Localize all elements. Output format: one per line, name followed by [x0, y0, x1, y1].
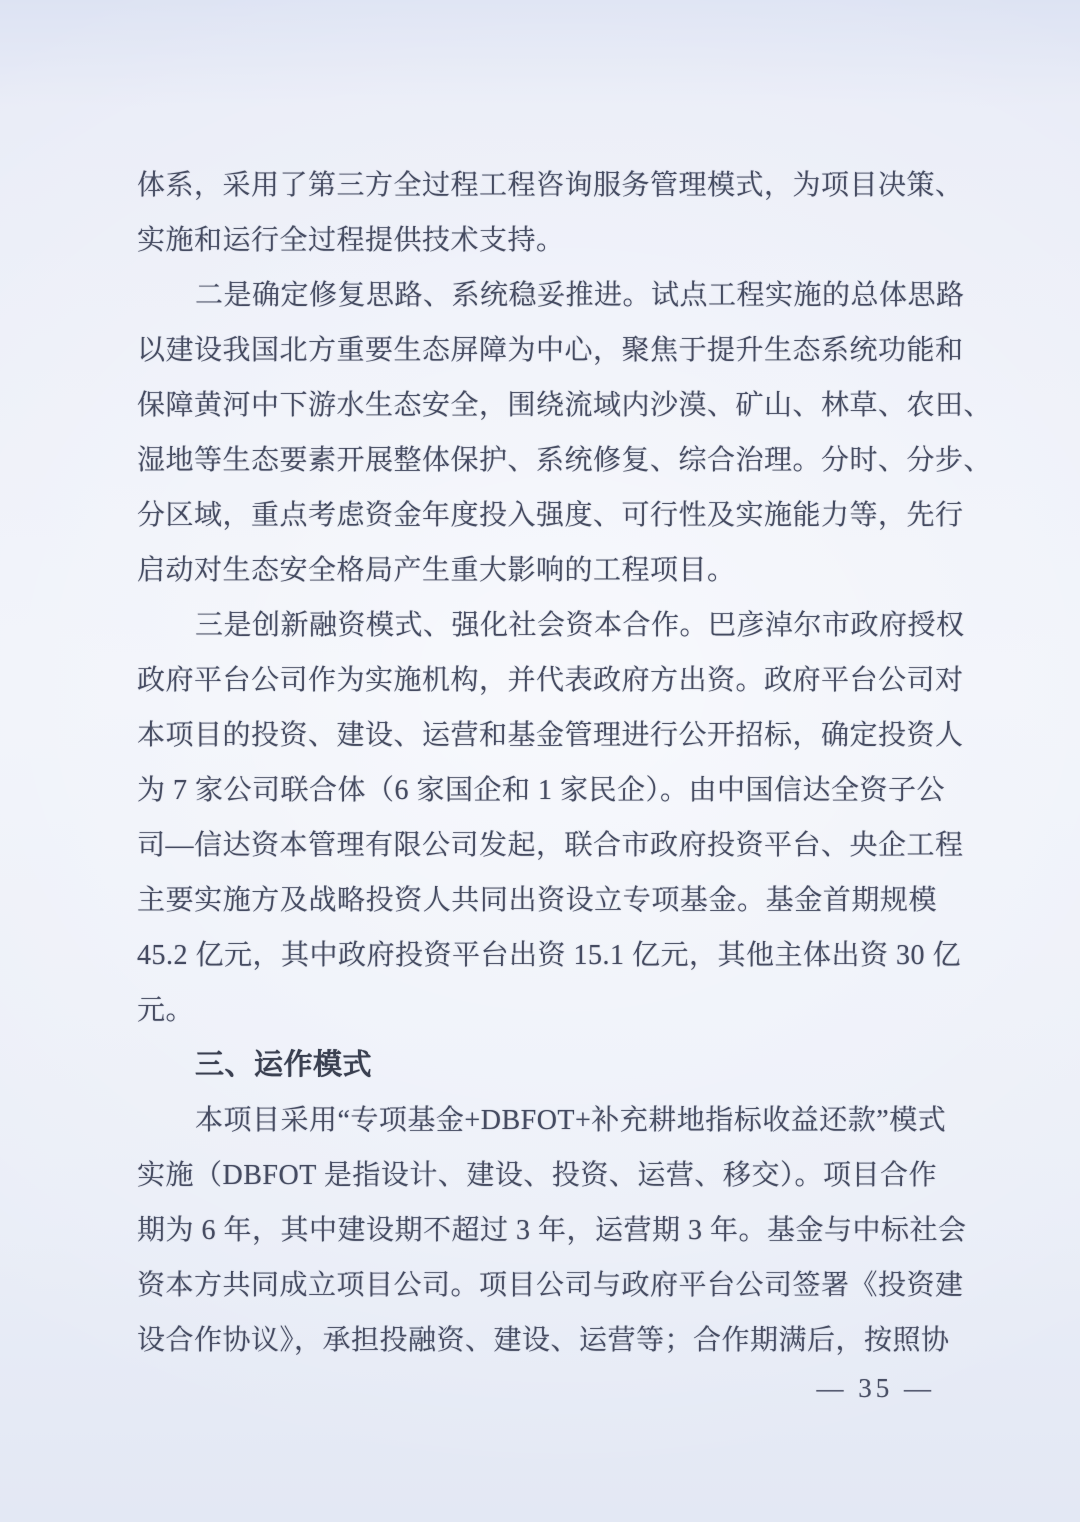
text-line: 以建设我国北方重要生态屏障为中心，聚焦于提升生态系统功能和 [137, 335, 964, 366]
text-line: 启动对生态安全格局产生重大影响的工程项目。 [137, 555, 736, 586]
text-line: 本项目采用“专项基金+DBFOT+补充耕地指标收益还款”模式 [195, 1105, 947, 1136]
page-number: — 35 — [816, 1373, 935, 1403]
text-line: 本项目的投资、建设、运营和基金管理进行公开招标，确定投资人 [137, 720, 964, 751]
text-line: 保障黄河中下游水生态安全，围绕流域内沙漠、矿山、林草、农田、 [137, 390, 993, 421]
text-line: 资本方共同成立项目公司。项目公司与政府平台公司签署《投资建 [137, 1270, 964, 1301]
text-line: 期为 6 年，其中建设期不超过 3 年，运营期 3 年。基金与中标社会 [137, 1215, 967, 1246]
text-line: 设合作协议》，承担投融资、建设、运营等；合作期满后，按照协 [137, 1325, 950, 1356]
section-heading: 三、运作模式 [195, 1049, 373, 1081]
text-line: 为 7 家公司联合体（6 家国企和 1 家民企）。由中国信达全资子公 [137, 775, 946, 806]
text-line: 湿地等生态要素开展整体保护、系统修复、综合治理。分时、分步、 [137, 445, 993, 476]
text-line: 三是创新融资模式、强化社会资本合作。巴彦淖尔市政府授权 [195, 610, 965, 641]
document-body [137, 158, 993, 1368]
text-line: 元。 [137, 995, 195, 1026]
text-line: 45.2 亿元，其中政府投资平台出资 15.1 亿元，其他主体出资 30 亿 [137, 940, 962, 971]
text-line: 体系，采用了第三方全过程工程咨询服务管理模式，为项目决策、 [137, 170, 964, 201]
text-line: 分区域，重点考虑资金年度投入强度、可行性及实施能力等，先行 [137, 500, 964, 531]
text-line: 实施和运行全过程提供技术支持。 [137, 225, 565, 256]
text-line: 主要实施方及战略投资人共同出资设立专项基金。基金首期规模 [137, 885, 937, 916]
text-line: 司—信达资本管理有限公司发起，联合市政府投资平台、央企工程 [137, 830, 964, 861]
text-line: 二是确定修复思路、系统稳妥推进。试点工程实施的总体思路 [195, 280, 965, 311]
text-line: 政府平台公司作为实施机构，并代表政府方出资。政府平台公司对 [137, 665, 964, 696]
text-line: 实施（DBFOT 是指设计、建设、投资、运营、移交）。项目合作 [137, 1160, 937, 1191]
